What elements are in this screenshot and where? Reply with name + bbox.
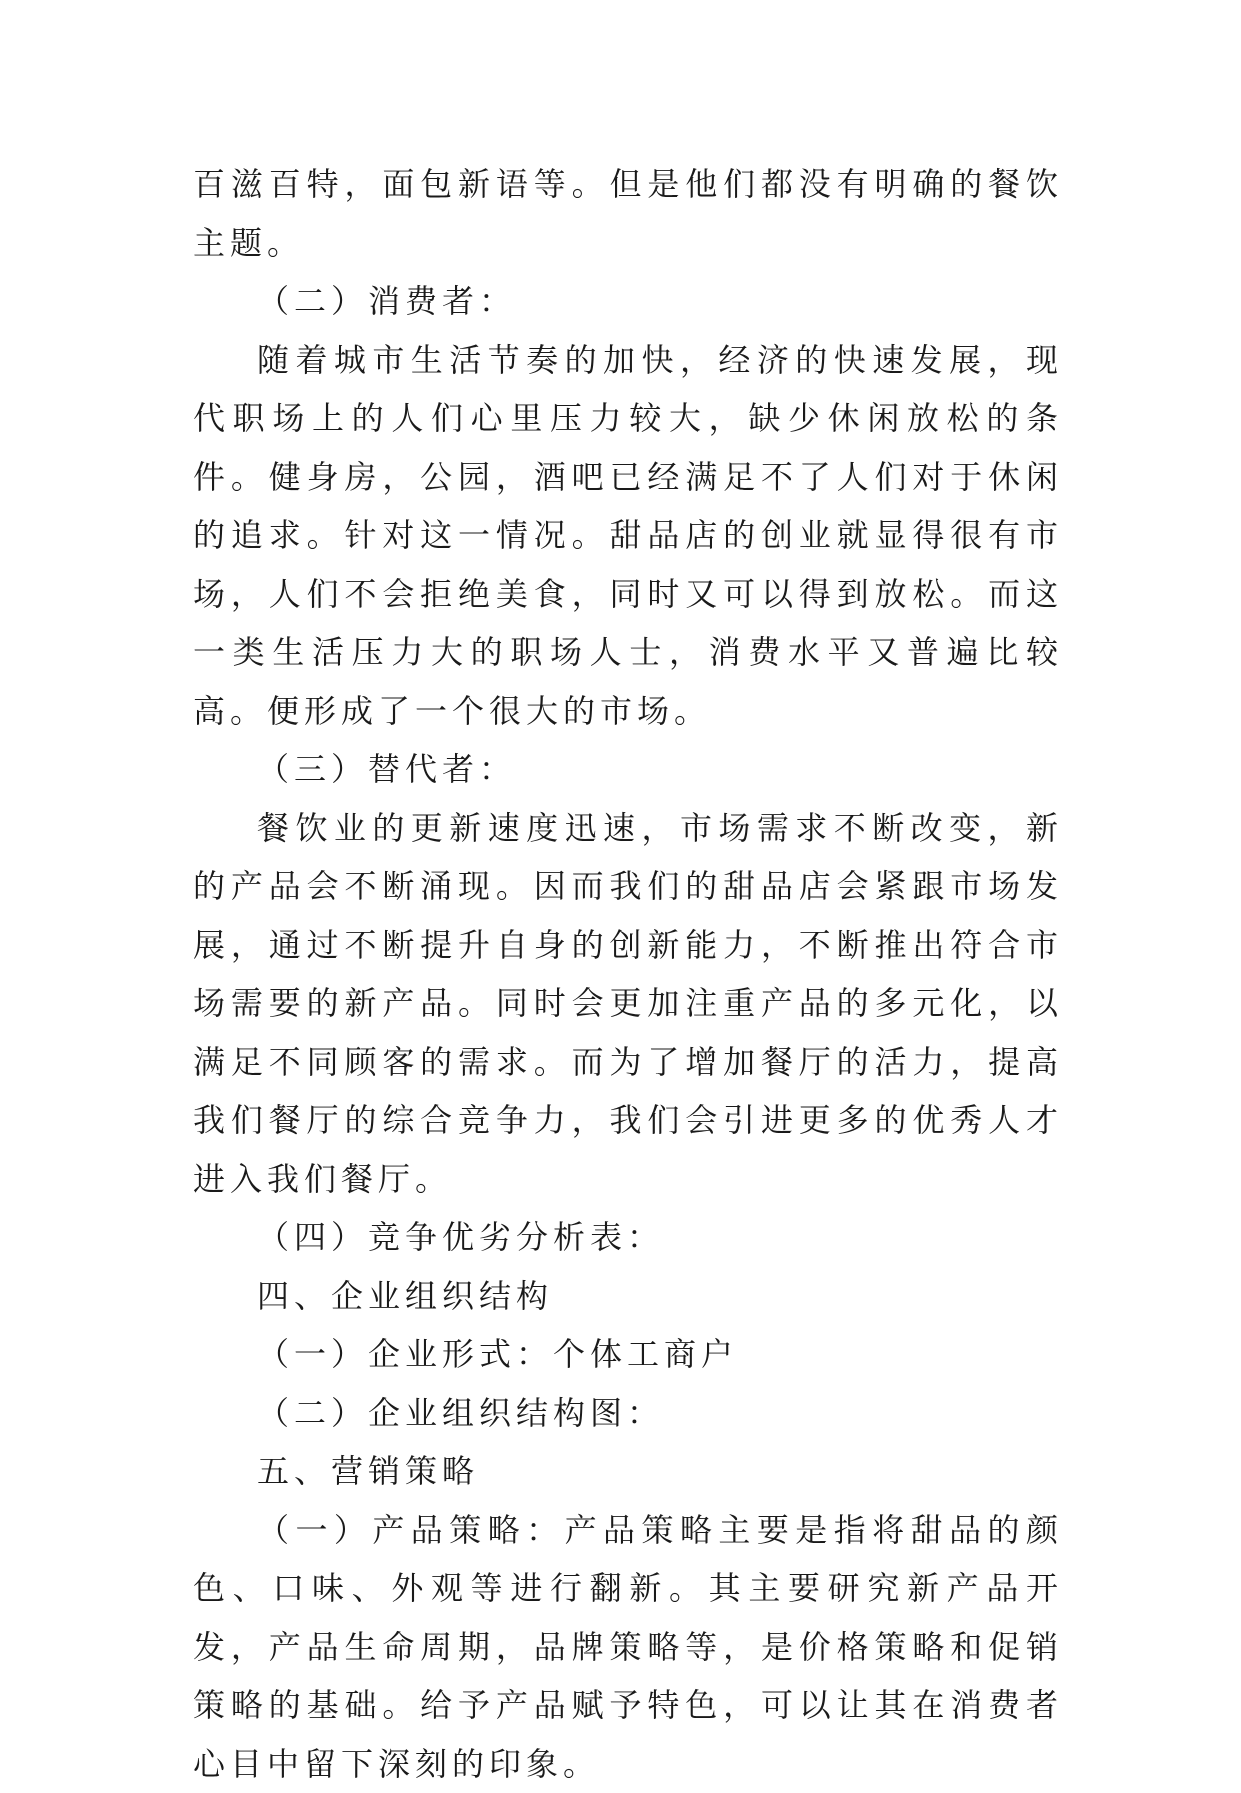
paragraph-product-strategy: （一）产品策略：产品策略主要是指将甜品的颜色、口味、外观等进行翻新。其主要研究新产品开发，产品生命周期，品牌策略等，是价格策略和促销策略的基础。给予产品赋予特色，可以让其在消费者心目中留下深刻的印象。 bbox=[193, 1501, 1063, 1793]
paragraph-continuation: 百滋百特，面包新语等。但是他们都没有明确的餐饮主题。 bbox=[193, 155, 1063, 272]
section-heading-organization: 四、企业组织结构 bbox=[193, 1267, 1063, 1326]
document-body bbox=[193, 155, 1063, 1793]
section-heading-marketing: 五、营销策略 bbox=[193, 1442, 1063, 1501]
heading-org-chart: （二）企业组织结构图： bbox=[193, 1384, 1063, 1443]
paragraph-substitutes: 餐饮业的更新速度迅速，市场需求不断改变，新的产品会不断涌现。因而我们的甜品店会紧跟市场发展，通过不断提升自身的创新能力，不断推出符合市场需要的新产品。同时会更加注重产品的多元化，以满足不同顾客的需求。而为了增加餐厅的活力，提高我们餐厅的综合竞争力，我们会引进更多的优秀人才进入我们餐厅。 bbox=[193, 799, 1063, 1209]
heading-consumers: （二）消费者： bbox=[193, 272, 1063, 331]
heading-enterprise-form: （一）企业形式：个体工商户 bbox=[193, 1325, 1063, 1384]
heading-substitutes: （三）替代者： bbox=[193, 740, 1063, 799]
paragraph-consumers: 随着城市生活节奏的加快，经济的快速发展，现代职场上的人们心里压力较大，缺少休闲放松的条件。健身房，公园，酒吧已经满足不了人们对于休闲的追求。针对这一情况。甜品店的创业就显得很有市场，人们不会拒绝美食，同时又可以得到放松。而这一类生活压力大的职场人士，消费水平又普遍比较高。便形成了一个很大的市场。 bbox=[193, 331, 1063, 741]
heading-competition-table: （四）竞争优劣分析表： bbox=[193, 1208, 1063, 1267]
